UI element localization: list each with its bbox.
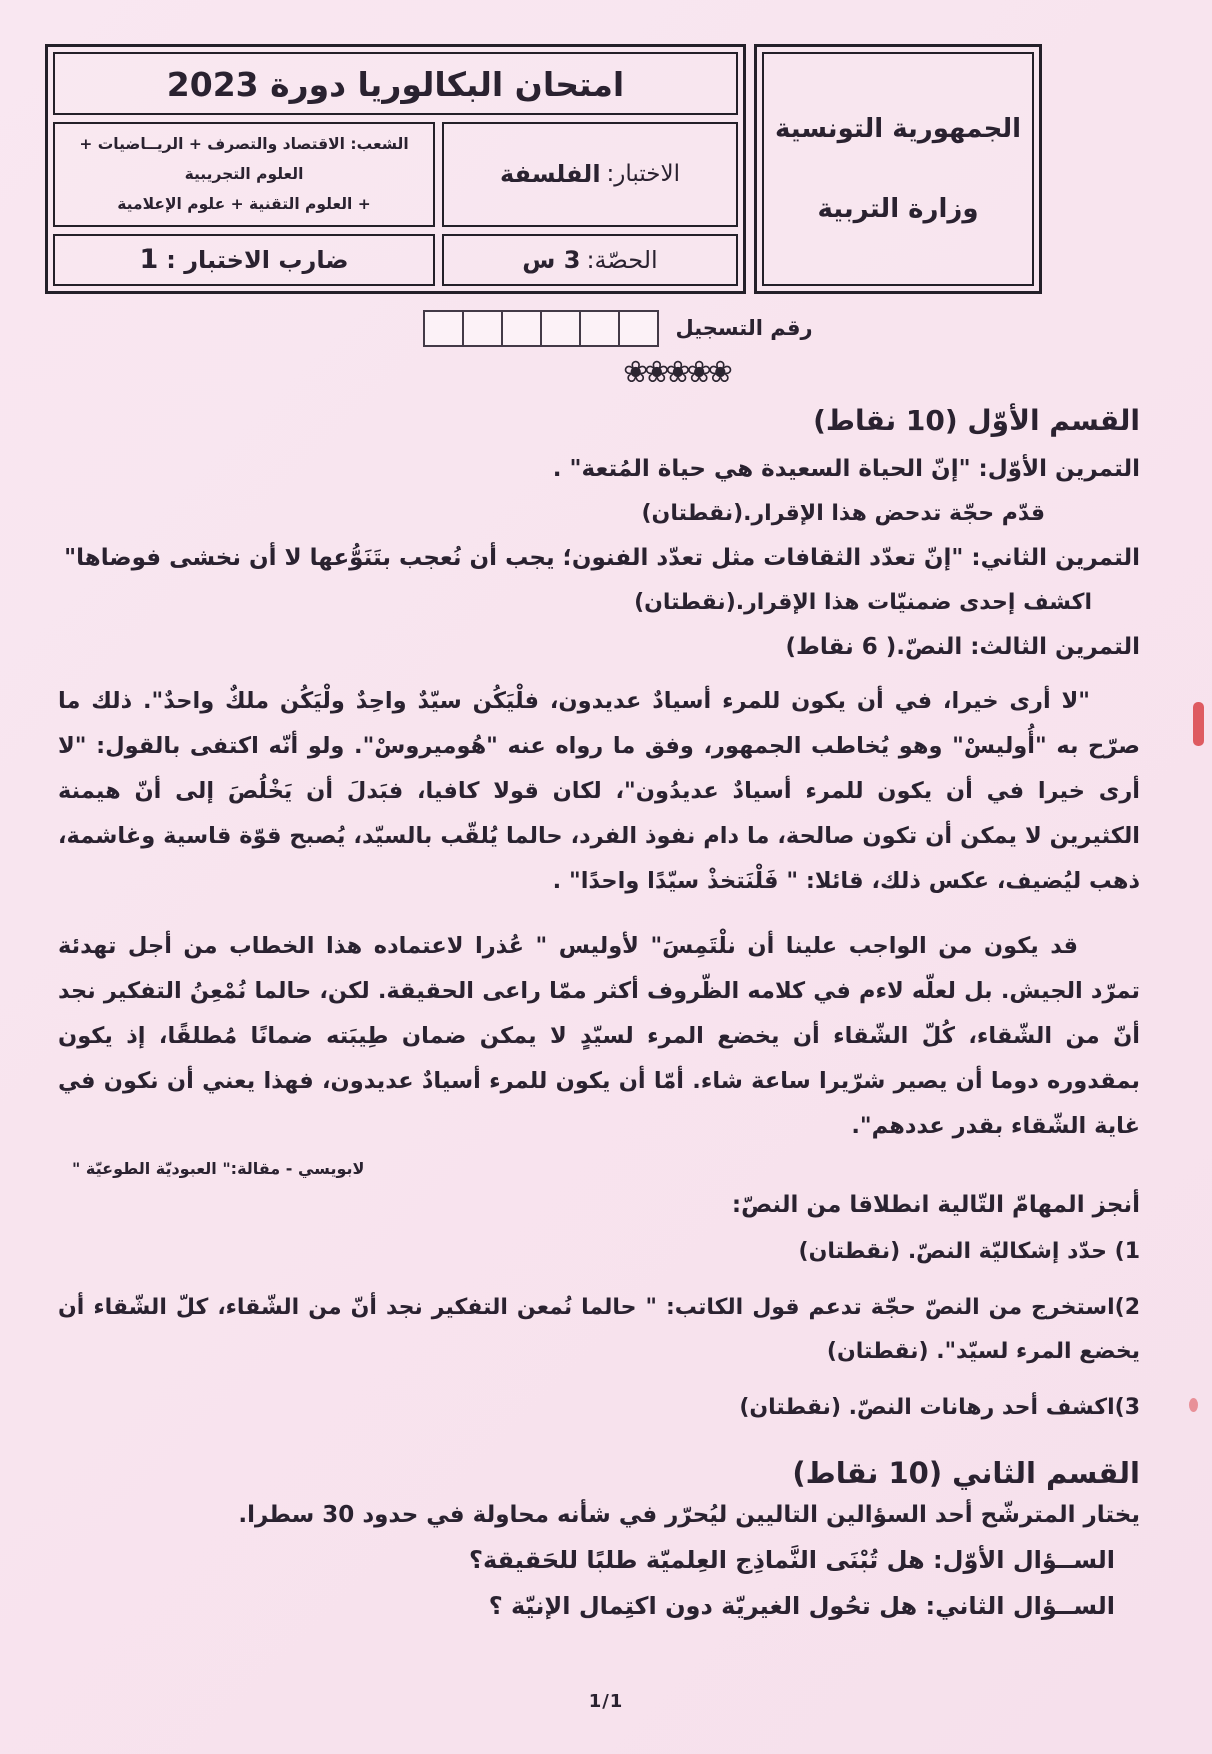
subject-label: الاختبار:: [606, 161, 681, 188]
registration-cell: [618, 310, 659, 347]
tasks-intro: أنجز المهامّ التّالية انطلاقا من النصّ:: [731, 1191, 1140, 1218]
sections-cell: [53, 122, 435, 227]
text-paragraph-2: قد يكون من الواجب علينا أن نلْتَمِسَ" لأوليس " عُذرا لاعتماده هذا الخطاب من أجل تهدئة تمرّد الجيش. بل لعلّه لاءم في كلامه الظّروف أكثر ممّا راعى الحقيقة. لكن، حالما نُمْعِنُ التفكير نجد أنّ من الشّقاء، كُلّ الشّقاء أن يخضع المرء لسيّدٍ لا يمكن ضمان طِيبَته ضمانًا مُطلقًا، إذ يكون بمقدوره دوما أن يصير شرّيرا ساعة شاء. أمّا أن يكون للمرء أسيادٌ عديدون، فهذا يعني أن نكون في غاية الشّقاء بقدر عددهم".: [58, 932, 1140, 1139]
exercise2-task: اكشف إحدى ضمنيّات هذا الإقرار.(نقطتان): [634, 589, 1092, 615]
scan-red-artifact: [1193, 702, 1204, 746]
exercise3-title: التمرين الثالث: النصّ.( 6 نقاط): [785, 633, 1140, 660]
text-attribution: لابويسي - مقالة:" العبوديّة الطوعيّة ": [72, 1158, 365, 1178]
exam-row-duration: [53, 234, 738, 286]
ministry-title: وزارة التربية: [817, 193, 979, 224]
exercise1-title: التمرين الأوّل: "إنّ الحياة السعيدة هي حياة المُتعة" .: [552, 455, 1140, 482]
coefficient-label: ضارب الاختبار :: [166, 245, 349, 274]
republic-title: الجمهورية التونسية: [774, 113, 1022, 144]
flower-divider-icons: ❀❀❀❀❀: [623, 354, 729, 390]
task-3: 3)اكشف أحد رهانات النصّ. (نقطتان): [739, 1394, 1140, 1420]
coefficient-value: 1: [139, 244, 159, 276]
part1-heading: القسم الأوّل (10 نقاط): [813, 403, 1140, 437]
registration-cell: [423, 310, 464, 347]
registration-cell: [579, 310, 620, 347]
exam-info-box: [45, 44, 746, 294]
exercise1-task: قدّم حجّة تدحض هذا الإقرار.(نقطتان): [641, 500, 1045, 526]
sections-line1: الشعب: الاقتصاد والتصرف + الريــاضيات + العلوم التجريبية: [79, 135, 409, 184]
registration-boxes: [423, 310, 659, 347]
task-1: 1) حدّد إشكاليّة النصّ. (نقطتان): [798, 1238, 1140, 1264]
part2-heading: القسم الثاني (10 نقاط): [792, 1455, 1140, 1490]
part2-intro: يختار المترشّح أحد السؤالين التاليين ليُحرّر في شأنه محاولة في حدود 30 سطرا.: [238, 1501, 1140, 1528]
part2-question-2: الســؤال الثاني: هل تحُول الغيريّة دون اكتِمال الإنيّة ؟: [488, 1591, 1115, 1620]
duration-cell: [442, 234, 738, 286]
subject-cell: [442, 122, 738, 227]
duration-value: 3 س: [522, 245, 581, 274]
scan-red-dot: [1189, 1398, 1198, 1412]
text-paragraph-1: "لا أرى خيرا، في أن يكون للمرء أسيادٌ عديدون، فلْيَكُن سيّدٌ واحِدٌ ولْيَكُن ملكٌ واحدٌ". ذلك ما صرّح به "أُوليسْ" وهو يُخاطب الجمهور، وفق ما رواه عنه "هُوميروسْ". ولو أنّه اكتفى بالقول: "لا أرى خيرا في أن يكون للمرء أسيادٌ عديدُون"، لكان قولا كافيا، فبَدلَ أن يَخْلُصَ إلى أنّ هيمنة الكثيرين لا يمكن أن تكون صالحة، ما دام نفوذ الفرد، حالما يُلقّب بالسيّد، يُصبح قوّة قاسية وغاشمة، ذهب ليُضيف، عكس ذلك، قائلا: " فَلْنَتخذْ سيّدًا واحدًا" .: [58, 687, 1140, 894]
task-2: 2)استخرج من النصّ حجّة تدعم قول الكاتب: " حالما نُمعن التفكير نجد أنّ من الشّقاء، كلّ الشّقاء أن يخضع المرء لسيّد". (نقطتان): [58, 1294, 1140, 1364]
coefficient-cell: [53, 234, 435, 286]
registration-cell: [462, 310, 503, 347]
ministry-box: [754, 44, 1042, 294]
exam-header: [45, 44, 1042, 294]
ministry-box-inner: [762, 52, 1034, 286]
registration-row: [12, 310, 1212, 347]
page-number: 1/1: [588, 1691, 624, 1712]
sections-line2: + العلوم التقنية + علوم الإعلامية: [117, 195, 371, 214]
exam-row-subject: [53, 122, 738, 227]
exercise2-title: التمرين الثاني: "إنّ تعدّد الثقافات مثل تعدّد الفنون؛ يجب أن نُعجب بتَنَوُّعها لا أن نخشى فوضاها": [64, 544, 1140, 571]
exam-title: امتحان البكالوريا دورة 2023: [53, 52, 738, 115]
registration-cell: [540, 310, 581, 347]
part2-question-1: الســؤال الأوّل: هل تُبْنَى النَّماذِج العِلميّة طلبًا للحَقيقة؟: [469, 1545, 1115, 1574]
subject-value: الفلسفة: [499, 160, 601, 189]
duration-label: الحصّة:: [586, 245, 658, 274]
registration-cell: [501, 310, 542, 347]
registration-label: رقم التسجيل: [675, 316, 813, 341]
exam-content: [58, 404, 1140, 1620]
